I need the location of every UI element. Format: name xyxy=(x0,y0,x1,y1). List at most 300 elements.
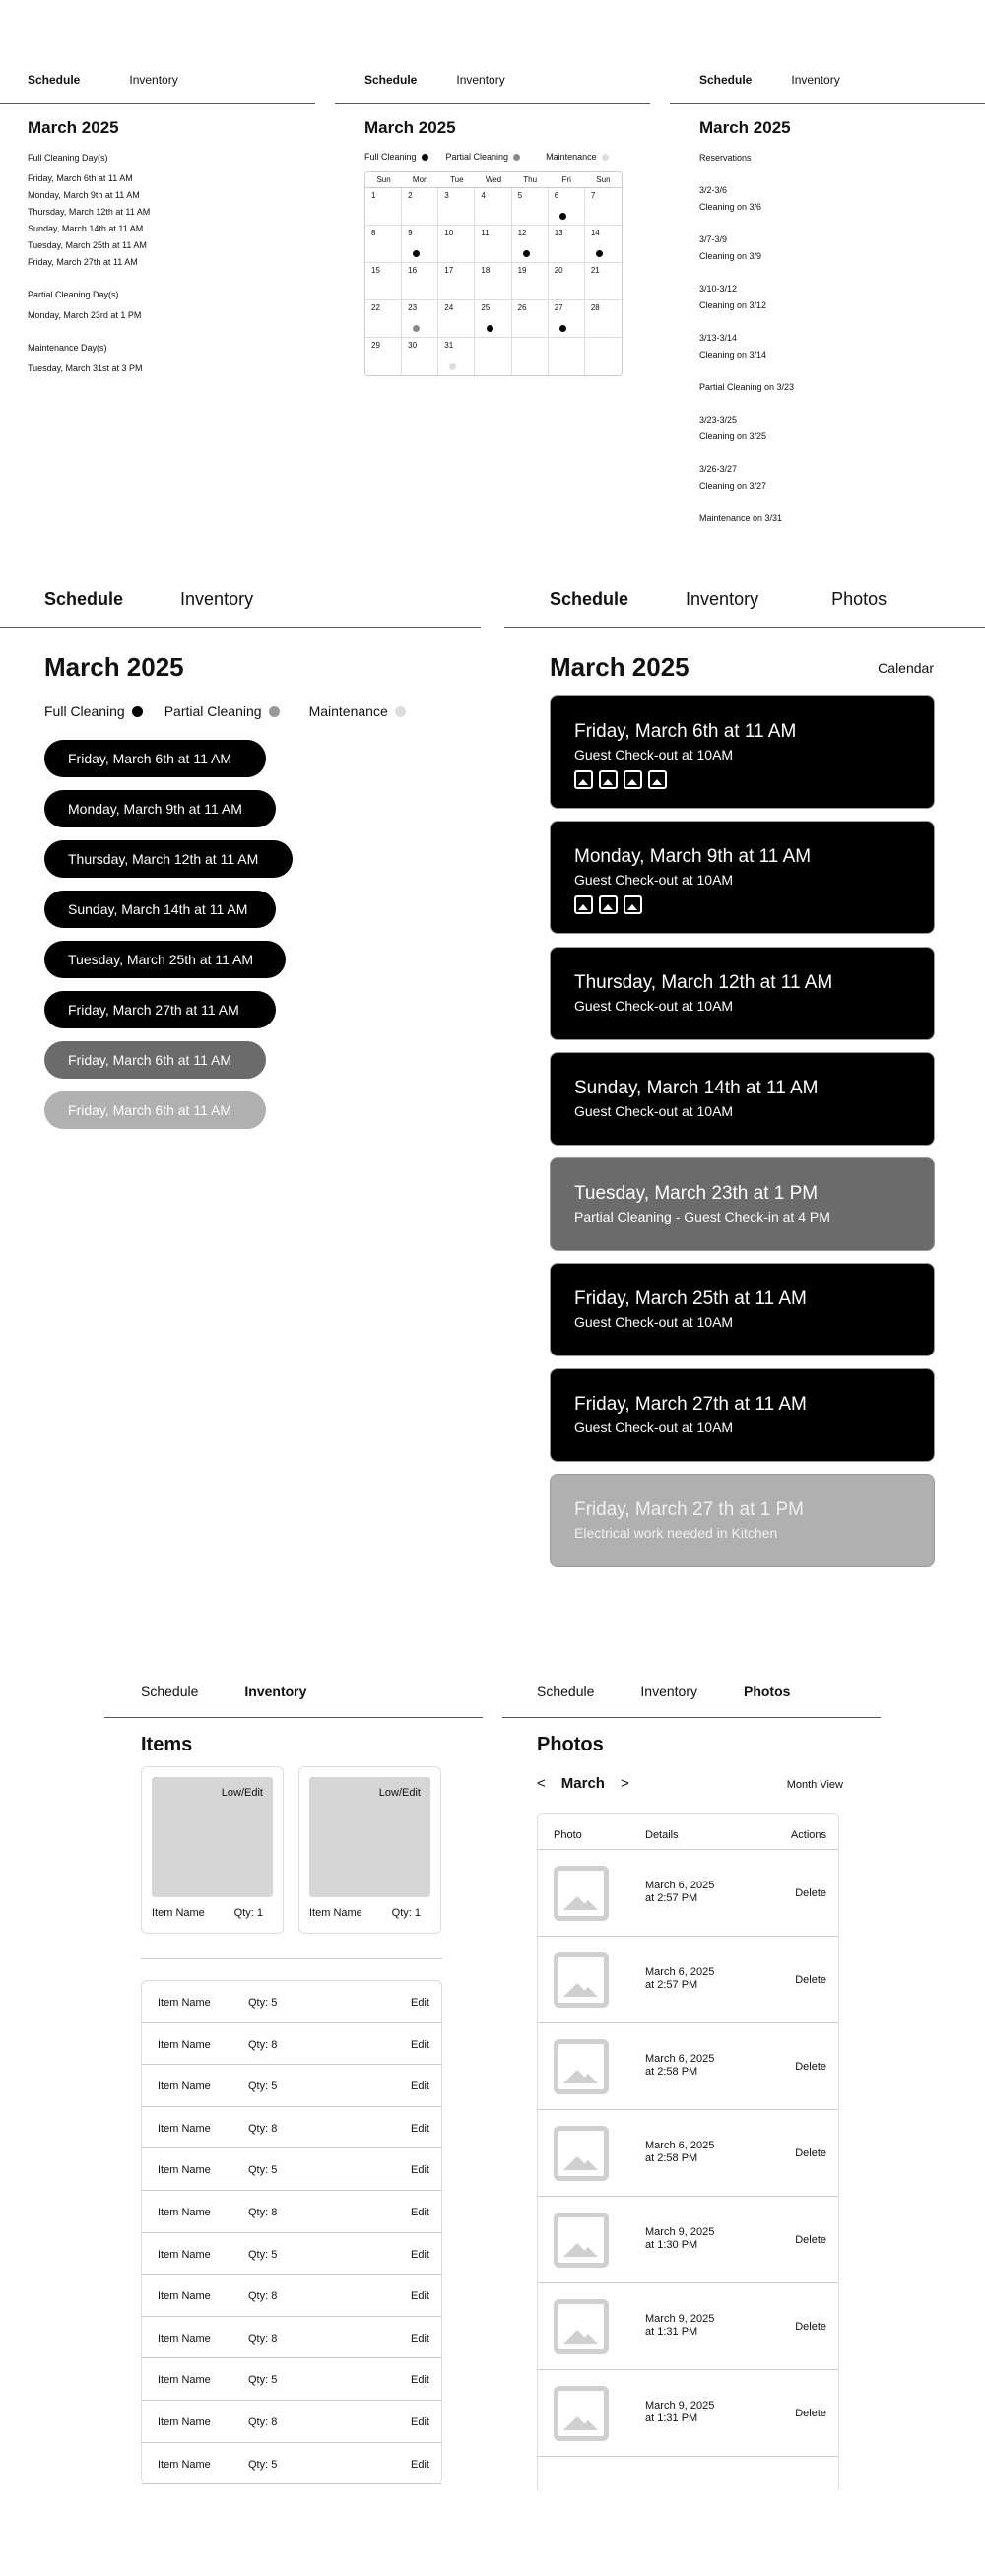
card-title: Friday, March 27th at 11 AM xyxy=(574,1394,807,1415)
reservations-heading: Reservations xyxy=(699,153,752,163)
photo-time: at 1:31 PM xyxy=(645,2412,698,2424)
schedule-day-item: Friday, March 6th at 11 AM xyxy=(28,173,133,183)
calendar-day[interactable] xyxy=(585,263,622,300)
card-title: Friday, March 25th at 11 AM xyxy=(574,1288,807,1309)
image-placeholder-icon[interactable] xyxy=(554,2213,609,2268)
table-row xyxy=(142,2065,441,2107)
tab-schedule[interactable]: Schedule xyxy=(550,589,629,609)
card-title: Thursday, March 12th at 11 AM xyxy=(574,972,833,993)
reservation-line: Cleaning on 3/14 xyxy=(699,350,767,360)
calendar-day[interactable] xyxy=(585,300,622,338)
calendar-day-number: 10 xyxy=(444,229,454,237)
schedule-pill[interactable]: Friday, March 6th at 11 AM xyxy=(44,1091,266,1129)
calendar-day[interactable] xyxy=(549,263,585,300)
legend-partial-label: Partial Cleaning xyxy=(164,703,262,719)
schedule-pill[interactable]: Monday, March 9th at 11 AM xyxy=(44,790,276,827)
photos-title: Photos xyxy=(537,1734,604,1755)
legend-full-label: Full Cleaning xyxy=(364,152,417,162)
item-name: Item Name xyxy=(158,2081,211,2093)
photo-details xyxy=(645,2140,714,2165)
calendar-day-number: 22 xyxy=(371,303,380,312)
photo-date: March 9, 2025 xyxy=(645,2400,715,2411)
tab-inventory[interactable]: Inventory xyxy=(129,73,178,87)
item-name: Item Name xyxy=(158,2122,211,2135)
card-subtitle: Guest Check-out at 10AM xyxy=(574,872,734,888)
calendar-day[interactable] xyxy=(549,226,585,263)
reservation-line: Maintenance on 3/31 xyxy=(699,513,783,523)
full-cleaning-heading: Full Cleaning Day(s) xyxy=(28,153,108,163)
photo-details xyxy=(645,2053,714,2079)
table-row xyxy=(538,1850,838,1937)
edit-button[interactable]: Edit xyxy=(411,2206,429,2218)
calendar-day-number: 14 xyxy=(590,229,600,237)
calendar-day[interactable] xyxy=(438,300,475,338)
calendar-day-number: 2 xyxy=(408,191,413,200)
table-row xyxy=(142,2317,441,2359)
image-placeholder-icon[interactable] xyxy=(554,1952,609,2008)
schedule-pill[interactable]: Tuesday, March 25th at 11 AM xyxy=(44,941,286,978)
card-title: Tuesday, March 23th at 1 PM xyxy=(574,1183,819,1204)
tab-inventory[interactable]: Inventory xyxy=(640,1683,697,1699)
calendar-day[interactable] xyxy=(475,188,511,226)
full-dot-icon xyxy=(559,325,566,332)
reservations-list xyxy=(699,150,794,527)
item-name: Item Name xyxy=(158,1997,211,2009)
photo-date: March 9, 2025 xyxy=(645,2226,715,2238)
card-subtitle: Electrical work needed in Kitchen xyxy=(574,1525,778,1541)
calendar-day-number: 30 xyxy=(408,341,418,350)
photos-table-header xyxy=(538,1814,838,1850)
col-actions: Actions xyxy=(790,1829,826,1841)
partial-cleaning-dot-icon xyxy=(269,706,280,717)
reservation-line: 3/7-3/9 xyxy=(699,234,728,244)
partial-cleaning-heading: Partial Cleaning Day(s) xyxy=(28,290,119,299)
calendar-day[interactable] xyxy=(549,300,585,338)
calendar-day-number: 9 xyxy=(408,229,413,237)
card-photos xyxy=(574,895,910,914)
item-name: Item Name xyxy=(158,2290,211,2303)
tab-inventory[interactable]: Inventory xyxy=(456,73,505,87)
inventory-card[interactable] xyxy=(298,1766,441,1934)
item-name: Item Name xyxy=(158,2374,211,2387)
schedule-day-item: Thursday, March 12th at 11 AM xyxy=(28,207,151,217)
divider xyxy=(141,1958,442,1959)
legend-maintenance-label: Maintenance xyxy=(546,152,597,162)
calendar-day-number: 7 xyxy=(590,191,596,200)
reservation-group xyxy=(699,281,794,314)
calendar-day-number: 4 xyxy=(481,191,486,200)
photo-details xyxy=(645,2226,714,2252)
full-dot-icon xyxy=(596,250,603,257)
calendar-day-number: 16 xyxy=(408,266,418,275)
calendar-day-number: 13 xyxy=(554,229,563,237)
tab-inventory[interactable]: Inventory xyxy=(244,1683,307,1699)
reservation-line: Cleaning on 3/27 xyxy=(699,481,767,491)
calendar-day-number: 29 xyxy=(371,341,380,350)
legend-maintenance-label: Maintenance xyxy=(308,703,388,719)
photo-time: at 2:58 PM xyxy=(645,2152,698,2164)
calendar-grid xyxy=(365,188,622,375)
calendar-day-number: 21 xyxy=(590,266,600,275)
schedule-pill[interactable]: Friday, March 6th at 11 AM xyxy=(44,1041,266,1079)
calendar-day[interactable] xyxy=(438,226,475,263)
card-subtitle: Guest Check-out at 10AM xyxy=(574,998,734,1014)
tab-inventory[interactable]: Inventory xyxy=(686,589,759,609)
tab-schedule[interactable]: Schedule xyxy=(141,1683,199,1699)
schedule-day-item: Friday, March 27th at 11 AM xyxy=(28,257,138,267)
calendar-day[interactable] xyxy=(549,338,585,375)
photo-time: at 2:57 PM xyxy=(645,1979,698,1991)
tab-schedule[interactable]: Schedule xyxy=(537,1683,595,1699)
tab-photos[interactable]: Photos xyxy=(831,589,887,609)
schedule-pill[interactable]: Sunday, March 14th at 11 AM xyxy=(44,891,276,928)
weekday-label: Tue xyxy=(450,175,464,184)
reservation-line: 3/10-3/12 xyxy=(699,284,738,294)
card-subtitle: Partial Cleaning - Guest Check-in at 4 PM xyxy=(574,1209,830,1224)
schedule-card[interactable] xyxy=(550,821,935,934)
item-name: Item Name xyxy=(158,2038,211,2051)
image-icon[interactable] xyxy=(599,895,618,914)
reservation-group xyxy=(699,412,794,445)
maintenance-heading: Maintenance Day(s) xyxy=(28,343,107,353)
calendar-day[interactable] xyxy=(475,263,511,300)
item-qty: Qty: 1 xyxy=(233,1907,263,1919)
reservation-line: 3/26-3/27 xyxy=(699,464,738,474)
calendar-day-number: 6 xyxy=(554,191,559,200)
maintenance-dot-icon xyxy=(602,154,609,161)
item-qty: Qty: 8 xyxy=(248,2332,278,2345)
edit-button[interactable]: Edit xyxy=(411,2374,429,2387)
calendar-day[interactable] xyxy=(402,338,438,375)
edit-button[interactable]: Edit xyxy=(411,2458,429,2471)
edit-button[interactable]: Edit xyxy=(411,2038,429,2051)
month-calendar xyxy=(364,171,623,376)
schedule-pill[interactable]: Friday, March 6th at 11 AM xyxy=(44,740,266,777)
photo-details xyxy=(645,1966,714,1992)
schedule-card[interactable] xyxy=(550,1052,935,1146)
calendar-day[interactable] xyxy=(475,300,511,338)
schedule-card[interactable] xyxy=(550,1474,935,1567)
calendar-day-number: 11 xyxy=(481,229,490,237)
legend xyxy=(364,152,609,162)
low-edit-link[interactable]: Low/Edit xyxy=(221,1787,263,1799)
tab-schedule[interactable]: Schedule xyxy=(699,73,753,87)
schedule-card[interactable] xyxy=(550,695,935,809)
calendar-day-number: 20 xyxy=(554,266,563,275)
edit-button[interactable]: Edit xyxy=(411,2122,429,2135)
full-cleaning-dot-icon xyxy=(422,154,428,161)
weekday-label: Thu xyxy=(523,175,538,184)
item-qty: Qty: 5 xyxy=(248,2248,278,2261)
item-name: Item Name xyxy=(152,1907,205,1919)
calendar-day-number: 27 xyxy=(554,303,563,312)
calendar-day-number: 26 xyxy=(517,303,527,312)
inventory-title: Items xyxy=(141,1734,193,1755)
full-dot-icon xyxy=(559,213,566,220)
calendar-day-number: 25 xyxy=(481,303,491,312)
table-row xyxy=(142,2358,441,2401)
table-row xyxy=(538,2197,838,2283)
calendar-day[interactable] xyxy=(475,226,511,263)
weekday-label: Sun xyxy=(596,175,611,184)
item-qty: Qty: 8 xyxy=(248,2290,278,2303)
reservation-line: 3/13-3/14 xyxy=(699,333,738,343)
reservation-line: 3/2-3/6 xyxy=(699,185,728,195)
photo-date: March 6, 2025 xyxy=(645,1880,715,1891)
calendar-day[interactable] xyxy=(549,188,585,226)
inventory-card[interactable] xyxy=(141,1766,284,1934)
edit-button[interactable]: Edit xyxy=(411,1997,429,2009)
item-name: Item Name xyxy=(158,2332,211,2345)
image-icon[interactable] xyxy=(574,895,593,914)
item-qty: Qty: 5 xyxy=(248,2374,278,2387)
maintenance-dot-icon xyxy=(395,706,406,717)
full-dot-icon xyxy=(413,250,420,257)
delete-button[interactable]: Delete xyxy=(795,2147,826,2159)
card-subtitle: Guest Check-out at 10AM xyxy=(574,747,734,762)
col-details: Details xyxy=(645,1829,679,1841)
photo-details xyxy=(645,2400,714,2425)
reservation-line: Cleaning on 3/9 xyxy=(699,251,762,261)
top-nav xyxy=(104,1665,483,1718)
page-title: March 2025 xyxy=(28,118,119,137)
item-qty: Qty: 5 xyxy=(248,1997,278,2009)
item-name: Item Name xyxy=(309,1907,362,1919)
calendar-day-number: 19 xyxy=(517,266,527,275)
page-title: March 2025 xyxy=(550,652,690,682)
image-icon[interactable] xyxy=(574,770,593,789)
schedule-pill[interactable]: Friday, March 27th at 11 AM xyxy=(44,991,276,1028)
schedule-day-item: Sunday, March 14th at 11 AM xyxy=(28,224,144,233)
tab-inventory[interactable]: Inventory xyxy=(180,589,254,609)
item-qty: Qty: 8 xyxy=(248,2206,278,2218)
image-icon[interactable] xyxy=(648,770,667,789)
calendar-day[interactable] xyxy=(438,263,475,300)
calendar-day[interactable] xyxy=(512,338,549,375)
item-qty: Qty: 5 xyxy=(248,2081,278,2093)
card-subtitle: Guest Check-out at 10AM xyxy=(574,1420,734,1435)
calendar-day[interactable] xyxy=(402,226,438,263)
image-placeholder-icon[interactable] xyxy=(554,1866,609,1921)
calendar-day[interactable] xyxy=(585,226,622,263)
schedule-pill[interactable]: Thursday, March 12th at 11 AM xyxy=(44,840,293,878)
table-row xyxy=(142,2023,441,2066)
image-placeholder-icon[interactable] xyxy=(554,2039,609,2094)
calendar-day[interactable] xyxy=(438,188,475,226)
item-name: Item Name xyxy=(158,2164,211,2177)
calendar-day[interactable] xyxy=(402,300,438,338)
delete-button[interactable]: Delete xyxy=(795,2408,826,2419)
schedule-list-panel xyxy=(0,0,315,552)
weekday-label: Mon xyxy=(412,175,428,184)
photo-details xyxy=(645,1880,714,1905)
delete-button[interactable]: Delete xyxy=(795,1887,826,1899)
item-qty: Qty: 8 xyxy=(248,2122,278,2135)
tab-inventory[interactable]: Inventory xyxy=(791,73,840,87)
schedule-card[interactable] xyxy=(550,1157,935,1251)
reservation-group xyxy=(699,379,794,396)
photo-time: at 2:58 PM xyxy=(645,2066,698,2078)
calendar-day[interactable] xyxy=(438,338,475,375)
image-placeholder-icon[interactable] xyxy=(554,2386,609,2441)
delete-button[interactable]: Delete xyxy=(795,2061,826,2073)
table-row xyxy=(538,2110,838,2197)
table-row xyxy=(538,2023,838,2110)
table-row xyxy=(142,2275,441,2317)
top-nav xyxy=(0,571,481,628)
calendar-day[interactable] xyxy=(512,263,549,300)
month-switcher xyxy=(537,1775,629,1792)
table-row xyxy=(142,2191,441,2233)
calendar-day-number: 24 xyxy=(444,303,454,312)
reservation-line: Cleaning on 3/12 xyxy=(699,300,767,310)
calendar-day-number: 5 xyxy=(517,191,523,200)
table-row xyxy=(142,2233,441,2276)
delete-button[interactable]: Delete xyxy=(795,2321,826,2333)
item-name: Item Name xyxy=(158,2415,211,2428)
edit-button[interactable]: Edit xyxy=(411,2415,429,2428)
legend-partial-label: Partial Cleaning xyxy=(445,152,509,162)
calendar-day[interactable] xyxy=(512,226,549,263)
card-title: Friday, March 6th at 11 AM xyxy=(574,721,797,742)
reservations-panel xyxy=(670,0,985,552)
image-placeholder-icon[interactable] xyxy=(554,2126,609,2181)
top-nav xyxy=(0,73,315,104)
calendar-link[interactable]: Calendar xyxy=(878,660,934,676)
page-title: March 2025 xyxy=(44,652,184,682)
calendar-day-number: 28 xyxy=(590,303,600,312)
reservation-line: 3/23-3/25 xyxy=(699,415,738,425)
calendar-day-number: 3 xyxy=(444,191,449,200)
tab-schedule[interactable]: Schedule xyxy=(364,73,418,87)
card-title: Sunday, March 14th at 11 AM xyxy=(574,1078,819,1098)
calendar-day-number: 17 xyxy=(444,266,454,275)
image-icon[interactable] xyxy=(624,770,642,789)
item-name: Item Name xyxy=(158,2206,211,2218)
calendar-day[interactable] xyxy=(512,188,549,226)
calendar-day[interactable] xyxy=(585,188,622,226)
schedule-card[interactable] xyxy=(550,947,935,1040)
table-row xyxy=(538,2370,838,2457)
item-name: Item Name xyxy=(158,2248,211,2261)
prev-month-button[interactable]: < xyxy=(537,1775,546,1792)
image-placeholder-icon[interactable] xyxy=(554,2299,609,2354)
reservation-line: Cleaning on 3/6 xyxy=(699,202,762,212)
full-dot-icon xyxy=(487,325,493,332)
tab-photos[interactable]: Photos xyxy=(743,1683,791,1699)
photo-date: March 6, 2025 xyxy=(645,1966,715,1978)
delete-button[interactable]: Delete xyxy=(795,1974,826,1986)
calendar-day[interactable] xyxy=(402,188,438,226)
edit-button[interactable]: Edit xyxy=(411,2081,429,2093)
partial-cleaning-dot-icon xyxy=(513,154,520,161)
calendar-day[interactable] xyxy=(365,188,402,226)
page-title: March 2025 xyxy=(364,118,456,137)
image-icon[interactable] xyxy=(599,770,618,789)
photo-time: at 1:30 PM xyxy=(645,2239,698,2251)
item-name: Item Name xyxy=(158,2458,211,2471)
photo-date: March 9, 2025 xyxy=(645,2313,715,2325)
reservation-group xyxy=(699,182,794,216)
calendar-day-number: 12 xyxy=(517,229,527,237)
table-row xyxy=(538,2283,838,2370)
item-qty: Qty: 1 xyxy=(391,1907,421,1919)
top-nav xyxy=(504,571,985,628)
schedule-day-item: Monday, March 23rd at 1 PM xyxy=(28,310,142,320)
weekday-label: Fri xyxy=(561,175,571,184)
schedule-day-item: Monday, March 9th at 11 AM xyxy=(28,190,140,200)
page-title: March 2025 xyxy=(699,118,791,137)
reservation-line: Partial Cleaning on 3/23 xyxy=(699,382,795,392)
top-nav xyxy=(502,1665,881,1718)
item-qty: Qty: 5 xyxy=(248,2164,278,2177)
calendar-day[interactable] xyxy=(475,338,511,375)
item-qty: Qty: 8 xyxy=(248,2038,278,2051)
schedule-card[interactable] xyxy=(550,1263,935,1356)
reservation-group xyxy=(699,330,794,363)
edit-button[interactable]: Edit xyxy=(411,2290,429,2303)
cleaning-days-list xyxy=(28,150,150,377)
calendar-day[interactable] xyxy=(365,300,402,338)
legend-full-label: Full Cleaning xyxy=(44,703,125,719)
top-nav xyxy=(670,73,985,104)
calendar-day[interactable] xyxy=(365,263,402,300)
table-row xyxy=(142,2401,441,2443)
calendar-day-number: 15 xyxy=(371,266,380,275)
table-row xyxy=(142,2107,441,2149)
image-icon[interactable] xyxy=(624,895,642,914)
calendar-day[interactable] xyxy=(365,338,402,375)
next-month-button[interactable]: > xyxy=(620,1775,629,1792)
calendar-day-number: 1 xyxy=(371,191,376,200)
photos-table xyxy=(537,1813,839,2492)
col-photo: Photo xyxy=(554,1829,582,1841)
calendar-weekday-header xyxy=(365,172,622,188)
photo-time: at 2:57 PM xyxy=(645,1892,698,1904)
weekday-label: Wed xyxy=(485,175,502,184)
edit-button[interactable]: Edit xyxy=(411,2332,429,2345)
edit-button[interactable]: Edit xyxy=(411,2164,429,2177)
photo-details xyxy=(645,2313,714,2339)
schedule-card[interactable] xyxy=(550,1368,935,1462)
tab-schedule[interactable]: Schedule xyxy=(44,589,124,609)
maintenance-dot-icon xyxy=(449,363,456,370)
photo-time: at 1:31 PM xyxy=(645,2326,698,2338)
reservation-group xyxy=(699,510,794,527)
card-subtitle: Guest Check-out at 10AM xyxy=(574,1314,734,1330)
item-qty: Qty: 8 xyxy=(248,2415,278,2428)
photo-date: March 6, 2025 xyxy=(645,2140,715,2151)
calendar-day[interactable] xyxy=(402,263,438,300)
calendar-day-number: 31 xyxy=(444,341,454,350)
calendar-day[interactable] xyxy=(365,226,402,263)
low-edit-link[interactable]: Low/Edit xyxy=(378,1787,421,1799)
calendar-day[interactable] xyxy=(512,300,549,338)
top-nav xyxy=(335,73,650,104)
edit-button[interactable]: Edit xyxy=(411,2248,429,2261)
tab-schedule[interactable]: Schedule xyxy=(28,73,81,87)
full-cleaning-dot-icon xyxy=(132,706,143,717)
reservation-line: Cleaning on 3/25 xyxy=(699,431,767,441)
weekday-label: Sun xyxy=(376,175,391,184)
legend xyxy=(44,703,406,719)
delete-button[interactable]: Delete xyxy=(795,2234,826,2246)
calendar-day[interactable] xyxy=(585,338,622,375)
photo-date: March 6, 2025 xyxy=(645,2053,715,2065)
month-view-button[interactable]: Month View xyxy=(786,1779,843,1791)
item-qty: Qty: 5 xyxy=(248,2458,278,2471)
table-row xyxy=(538,1937,838,2023)
